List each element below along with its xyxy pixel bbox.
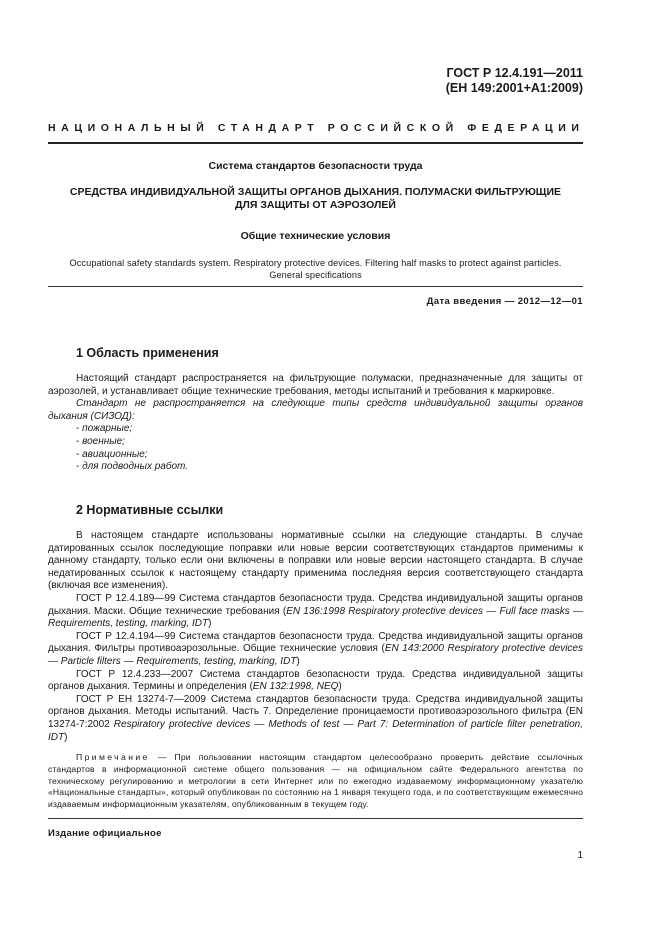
standard-code-line2: (ЕН 149:2001+А1:2009) — [445, 81, 583, 95]
reference-1-end: ) — [208, 618, 212, 630]
header-rule — [48, 142, 583, 144]
english-title — [48, 257, 583, 281]
section1-body — [48, 373, 583, 474]
reference-2 — [48, 631, 583, 669]
national-standard-banner: НАЦИОНАЛЬНЫЙ СТАНДАРТ РОССИЙСКОЙ ФЕДЕРАЦИИ — [48, 122, 585, 134]
title-rule — [48, 286, 583, 287]
system-title: Система стандартов безопасности труда — [208, 160, 423, 172]
main-title-line1: СРЕДСТВА ИНДИВИДУАЛЬНОЙ ЗАЩИТЫ ОРГАНОВ ДЫХАНИЯ. ПОЛУМАСКИ ФИЛЬТРУЮЩИЕ — [69, 186, 562, 198]
reference-3-italic: EN 132:1998, NEQ — [252, 681, 339, 693]
english-title-line1: Occupational safety standards system. Respiratory protective devices. Filtering half masks to protect against particles. — [69, 258, 562, 268]
section1-paragraph1: Настоящий стандарт распространяется на фильтрующие полумаски, предназначенные для защиты от аэрозолей, и устанавливает общие технические требования, методы испытаний и требования к маркировке. — [48, 373, 583, 397]
note — [48, 752, 583, 811]
footer-rule — [48, 818, 583, 819]
standard-code — [446, 66, 583, 96]
reference-1-text: ГОСТ Р 12.4.189—99 Система стандартов безопасности труда. Средства индивидуальной защиты органов дыхания. Маски. Общие технические требования ( — [48, 592, 583, 617]
section2-heading: 2 Нормативные ссылки — [76, 503, 224, 517]
reference-3-text: ГОСТ Р 12.4.233—2007 Система стандартов безопасности труда. Средства индивидуальной защиты органов дыхания. Термины и определения ( — [48, 668, 583, 693]
section2-paragraph1: В настоящем стандарте использованы нормативные ссылки на следующие стандарты. В случае датированных ссылок последующие поправки или новые версии соответствующих стандартов применимы к данному стандарту, только если они включены в поправки или новые версии настоящего стандарта. В случае недатированных ссылок к настоящему стандарту применима последняя версия соответствующего стандарта (включая все изменения). — [48, 530, 583, 592]
note-paragraph — [48, 752, 583, 811]
page-number: 1 — [577, 850, 583, 861]
english-title-line2: General specifications — [269, 270, 362, 280]
list-item: - для подводных работ. — [48, 461, 583, 474]
reference-4 — [48, 694, 583, 744]
reference-2-text: ГОСТ Р 12.4.194—99 Система стандартов безопасности труда. Средства индивидуальной защиты органов дыхания. Фильтры противоаэрозольные. Общие технические условия ( — [48, 630, 583, 655]
main-title-line2: ДЛЯ ЗАЩИТЫ ОТ АЭРОЗОЛЕЙ — [235, 199, 396, 211]
section2-body — [48, 530, 583, 744]
main-title — [48, 186, 583, 212]
list-item: - военные; — [48, 436, 583, 449]
reference-1-italic: EN 136:1998 Respiratory protective devices — Full face masks — Requirements, testing, marking, IDT — [48, 605, 584, 630]
section1-heading: 1 Область применения — [76, 346, 219, 360]
reference-2-end: ) — [296, 655, 300, 667]
reference-4-end: ) — [64, 731, 68, 743]
reference-4-text: ГОСТ Р ЕН 13274-7—2009 Система стандартов безопасности труда. Средства индивидуальной защиты органов дыхания. Методы испытаний. Часть 7. Определение проницаемости противоаэрозольного фильтра (EN 13274-7:2002 — [48, 693, 583, 730]
reference-3 — [48, 669, 583, 694]
sub-title: Общие технические условия — [240, 230, 391, 242]
list-item: - авиационные; — [48, 449, 583, 462]
reference-3-end: ) — [338, 681, 342, 693]
note-text: — При пользовании настоящим стандартом целесообразно проверить действие ссылочных стандартов в информационной системе общего пользования — на официальном сайте Федерального агентства по техническому регулированию и метрологии в сети Интернет или по ежегодно издаваемому информационному указателю «Национальные стандарты», который опубликован по состоянию на 1 января текущего года, и по соответствующим ежемесячно издаваемым информационным указателям, опубликованным в текущем году. — [48, 752, 583, 810]
standard-code-line1: ГОСТ Р 12.4.191—2011 — [446, 66, 583, 80]
official-edition: Издание официальное — [48, 828, 162, 839]
reference-1 — [48, 593, 583, 631]
excluded-types-list — [48, 423, 583, 473]
introduction-date: Дата введения — 2012—12—01 — [426, 296, 583, 307]
note-label: Примечание — [76, 752, 150, 762]
reference-4-italic: Respiratory protective devices — Methods of test — Part 7: Determination of particle filter penetration, IDT — [48, 718, 583, 743]
section1-paragraph2: Стандарт не распространяется на следующие типы средств индивидуальной защиты органов дыхания (СИЗОД): — [48, 398, 583, 422]
reference-2-italic: EN 143:2000 Respiratory protective devices — Particle filters — Requirements, testing, marking, IDT — [48, 643, 583, 667]
list-item: - пожарные; — [48, 423, 583, 436]
